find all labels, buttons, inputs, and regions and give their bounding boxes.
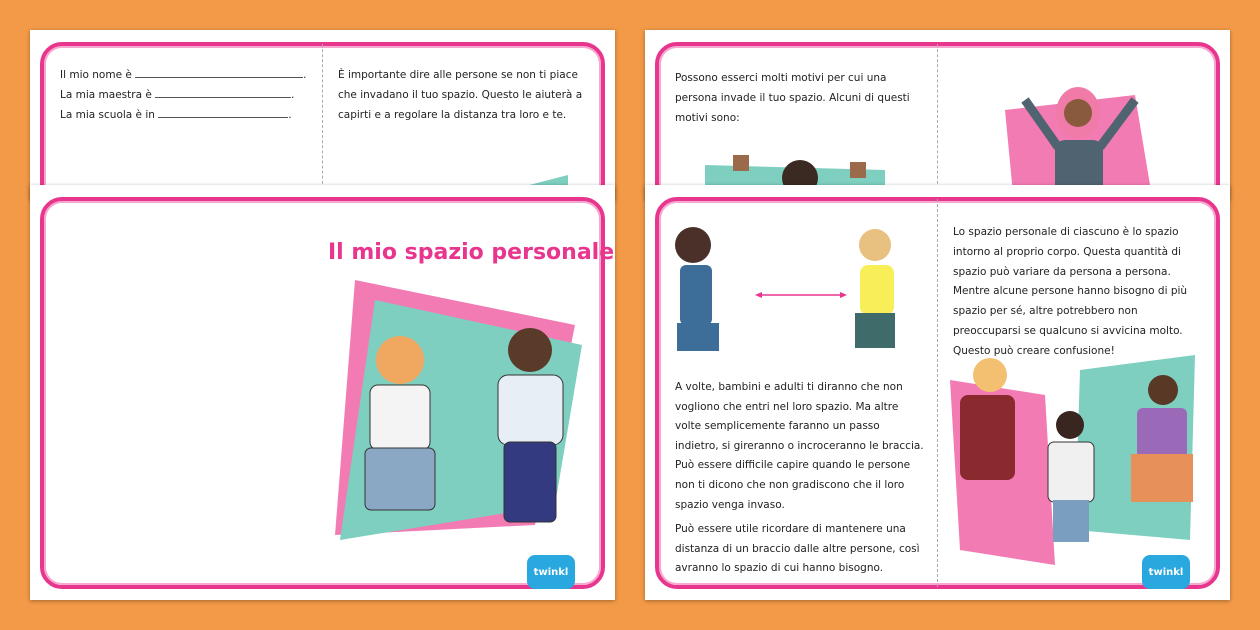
teacher-field[interactable]: La mia maestra è . [60, 89, 295, 101]
booklet-page-reasons [645, 30, 1230, 200]
intro-text: È importante dire alle persone se non ti piace che invadano il tuo spazio. Questo le aiuterà a capirti e a regolare la distanza tra loro e te. [338, 69, 583, 121]
body-text-right: Lo spazio personale di ciascuno è lo spazio intorno al proprio corpo. Questa quantità di spazio può variare da persona a persona. Mentre alcune persone hanno bisogno di più spazio per sé, altre potrebbero non preoccuparsi se qualcuno si avvicina molto. Questo può creare confusione! [953, 226, 1188, 357]
illustration-girl-hijab [1000, 55, 1160, 200]
fold-line [937, 199, 938, 587]
name-fields [60, 65, 307, 125]
cover-illustration [330, 280, 590, 550]
distance-arrow [755, 292, 847, 298]
walking-children-illustration [665, 223, 925, 368]
three-children-illustration [945, 350, 1205, 575]
booklet-page-cover [30, 185, 615, 600]
cover-title: Il mio spazio personale [328, 240, 615, 265]
name-field[interactable]: Il mio nome è . [60, 69, 307, 81]
school-field[interactable]: La mia scuola è in . [60, 109, 292, 121]
twinkl-logo: twinkl [527, 555, 575, 589]
fold-line [937, 44, 938, 200]
booklet-page-space [645, 185, 1230, 600]
fold-line [322, 44, 323, 200]
body-text-left: A volte, bambini e adulti ti diranno che non vogliono che entri nel loro spazio. Ma altre volte semplicemente faranno un passo indietro, si gireranno o incroceranno le braccia. Può essere difficile capire quando le persone non ti dicono che non gradiscono che il loro spazio venga invaso. Può essere utile ricordare di mantenere una distanza di un braccio dalle altre persone, così avranno lo spazio di cui hanno bisogno. [675, 381, 924, 575]
reasons-text: Possono esserci molti motivi per cui una persona invade il tuo spazio. Alcuni di questi motivi sono: [675, 72, 910, 124]
booklet-page-names [30, 30, 615, 200]
twinkl-logo: twinkl [1142, 555, 1190, 589]
